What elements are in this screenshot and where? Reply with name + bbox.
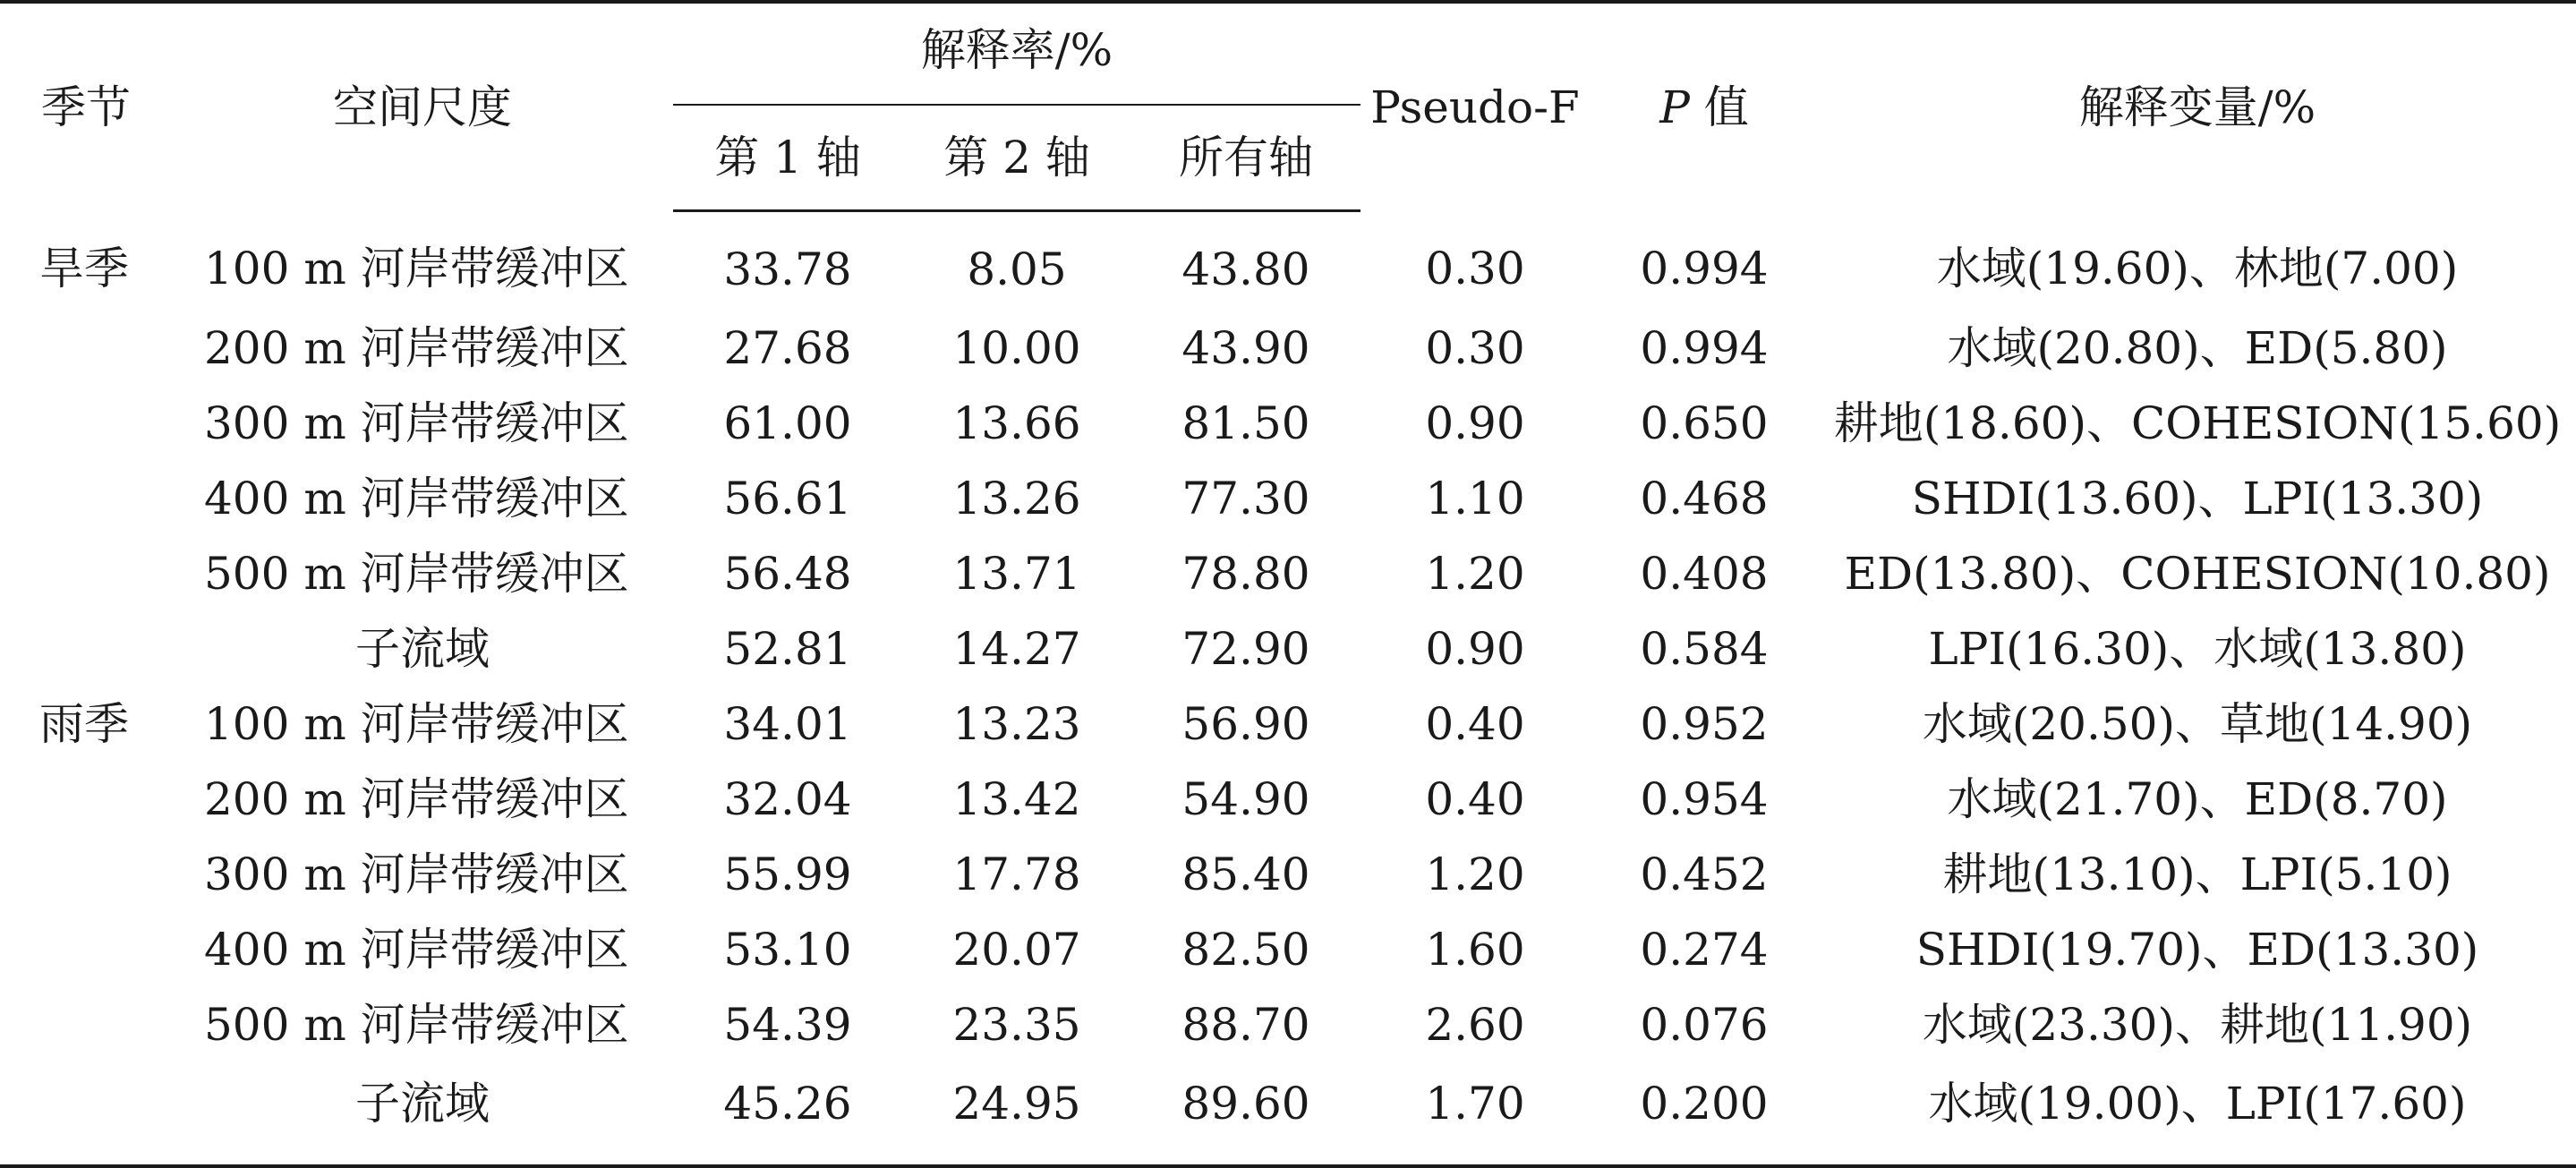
cell-axis1: 32.04 [723,773,852,825]
cell-scale: 500 m 河岸带缓冲区 [204,548,629,600]
cell-season [0,536,172,611]
header-p-italic: P [1659,81,1690,133]
table-row [0,686,2576,762]
cell-all-axes: 54.90 [1181,773,1310,825]
cell-axis1: 33.78 [723,243,852,295]
cell-season [0,611,172,686]
table-row [0,837,2576,912]
cell-axis2: 10.00 [952,322,1081,374]
cell-all-axes: 89.60 [1131,1062,1361,1166]
cell-p-value: 0.954 [1640,773,1769,825]
cell-variables: ED(13.80)、COHESION(10.80) [1844,548,2551,600]
cell-axis2: 23.35 [952,999,1081,1051]
cell-p-value: 0.274 [1640,924,1769,976]
cell-all-axes: 43.90 [1181,322,1310,374]
cell-all-axes: 82.50 [1181,924,1310,976]
cell-scale: 200 m 河岸带缓冲区 [204,322,629,374]
cell-pseudo-f: 1.10 [1425,473,1525,524]
cell-p-value: 0.994 [1640,322,1769,374]
header-explained-group-label: 解释率/% [920,24,1113,76]
header-variables: 解释变量/% [1819,2,2576,211]
cell-scale: 子流域 [172,1062,673,1166]
cell-pseudo-f: 0.90 [1425,397,1525,449]
cell-p-value: 0.650 [1640,397,1769,449]
cell-pseudo-f: 1.20 [1425,548,1525,600]
cell-axis1: 53.10 [723,924,852,976]
cell-axis1: 56.61 [723,473,852,524]
cell-pseudo-f: 1.60 [1425,924,1525,976]
cell-season [0,987,172,1062]
cell-scale: 300 m 河岸带缓冲区 [204,848,629,900]
cell-p-value: 0.994 [1640,243,1769,295]
cell-all-axes: 56.90 [1181,698,1310,750]
cell-pseudo-f: 0.30 [1425,243,1525,295]
header-axis2: 第 2 轴 [902,105,1131,211]
cell-axis2: 13.26 [952,473,1081,524]
cell-scale: 400 m 河岸带缓冲区 [204,924,629,976]
cell-pseudo-f: 0.30 [1425,322,1525,374]
cell-scale: 100 m 河岸带缓冲区 [204,698,629,750]
cell-season [0,837,172,912]
cell-axis2: 14.27 [952,623,1081,675]
cell-p-value: 0.200 [1590,1062,1819,1166]
cell-variables: SHDI(13.60)、LPI(13.30) [1911,473,2484,524]
cell-axis2: 8.05 [967,243,1067,295]
cell-axis2: 13.42 [952,773,1081,825]
cell-variables: 水域(20.80)、ED(5.80) [1947,322,2448,374]
cell-axis1: 54.39 [723,999,852,1051]
cell-axis1: 45.26 [673,1062,902,1166]
cell-variables: 水域(21.70)、ED(8.70) [1947,773,2448,825]
cell-season: 旱季 [39,243,129,295]
table-row [0,536,2576,611]
table-header [0,2,2576,211]
cell-p-value: 0.076 [1640,999,1769,1051]
cell-all-axes: 81.50 [1181,397,1310,449]
table-row [0,211,2576,311]
table-row [0,611,2576,686]
cell-season [0,912,172,987]
cell-season [0,461,172,536]
cell-variables: 耕地(18.60)、COHESION(15.60) [1833,397,2562,449]
header-pseudo-f: Pseudo-F [1361,2,1590,211]
cell-scale: 200 m 河岸带缓冲区 [204,773,629,825]
cell-axis1: 56.48 [723,548,852,600]
cell-all-axes: 77.30 [1181,473,1310,524]
cell-variables: SHDI(19.70)、ED(13.30) [1915,924,2479,976]
cell-axis2: 24.95 [902,1062,1131,1166]
cell-axis1: 52.81 [723,623,852,675]
cell-all-axes: 85.40 [1181,848,1310,900]
cell-axis1: 34.01 [723,698,852,750]
header-axis1: 第 1 轴 [673,105,902,211]
header-p-value [1590,2,1819,211]
cell-season [0,311,172,386]
header-row-1 [0,2,2576,105]
cell-scale: 子流域 [355,623,490,675]
table-row [0,311,2576,386]
cell-variables: 水域(20.50)、草地(14.90) [1922,698,2473,750]
cell-axis2: 13.66 [952,397,1081,449]
table-row [0,762,2576,837]
cell-season [0,762,172,837]
cell-pseudo-f: 0.40 [1425,698,1525,750]
cell-p-value: 0.468 [1640,473,1769,524]
header-explained-group [673,2,1361,105]
cell-all-axes: 43.80 [1181,243,1310,295]
cell-p-value: 0.584 [1640,623,1769,675]
cell-variables: LPI(16.30)、水域(13.80) [1928,623,2467,675]
table-row [0,912,2576,987]
header-scale: 空间尺度 [172,2,673,211]
cell-all-axes: 88.70 [1181,999,1310,1051]
cell-axis2: 17.78 [952,848,1081,900]
cell-p-value: 0.408 [1640,548,1769,600]
table-row [0,987,2576,1062]
cell-all-axes: 78.80 [1181,548,1310,600]
cell-pseudo-f: 0.90 [1425,623,1525,675]
cell-axis2: 13.71 [952,548,1081,600]
cell-pseudo-f: 2.60 [1425,999,1525,1051]
header-all-axes: 所有轴 [1131,105,1361,211]
header-p-suffix: 值 [1689,81,1749,133]
cell-axis1: 55.99 [723,848,852,900]
cell-pseudo-f: 0.40 [1425,773,1525,825]
cell-variables: 水域(23.30)、耕地(11.90) [1922,999,2473,1051]
cell-all-axes: 72.90 [1181,623,1310,675]
cell-scale: 400 m 河岸带缓冲区 [204,473,629,524]
table-row [0,1062,2576,1166]
cell-variables: 耕地(13.10)、LPI(5.10) [1942,848,2452,900]
cell-axis2: 13.23 [952,698,1081,750]
cell-variables: 水域(19.60)、林地(7.00) [1936,243,2459,295]
cell-pseudo-f: 1.70 [1361,1062,1590,1166]
cell-variables: 水域(19.00)、LPI(17.60) [1819,1062,2576,1166]
cell-scale: 300 m 河岸带缓冲区 [204,397,629,449]
cell-p-value: 0.952 [1640,698,1769,750]
cell-axis2: 20.07 [952,924,1081,976]
table-row [0,461,2576,536]
table-body [0,211,2576,1167]
cell-season [0,1062,172,1166]
cell-p-value: 0.452 [1640,848,1769,900]
table-row [0,386,2576,461]
cell-season: 雨季 [39,698,129,750]
cell-season [0,386,172,461]
cell-scale: 500 m 河岸带缓冲区 [204,999,629,1051]
cell-pseudo-f: 1.20 [1425,848,1525,900]
cell-axis1: 27.68 [723,322,852,374]
cell-axis1: 61.00 [723,397,852,449]
cell-scale: 100 m 河岸带缓冲区 [204,243,629,295]
header-season: 季节 [0,2,172,211]
